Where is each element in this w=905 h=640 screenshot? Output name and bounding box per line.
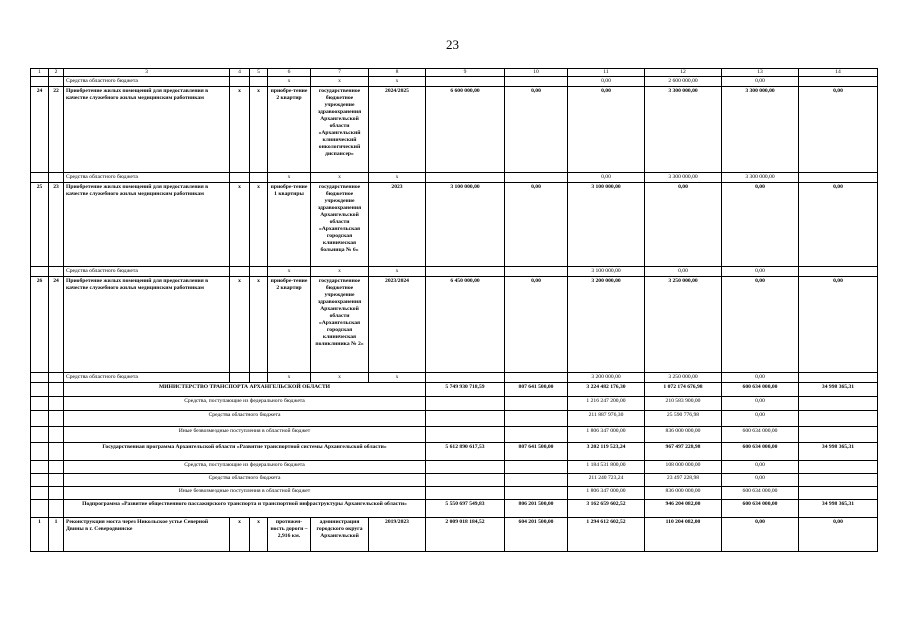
funding-source: Средства областного бюджета [64,373,230,383]
table-cell: администрация городского округа Архангельской [311,518,369,552]
ministry-name: МИНИСТЕРСТВО ТРАНСПОРТА АРХАНГЕЛЬСКОЙ ОБЛАСТИ [64,383,426,397]
col-header: 6 [268,69,311,77]
table-cell: 3 100 000,00 [426,183,505,267]
table-cell: 34 998 365,31 [799,383,878,397]
table-cell: 34 998 365,31 [799,443,878,461]
table-cell: 807 641 500,00 [505,383,568,397]
table-cell: 3 162 659 602,52 [568,500,645,518]
table-cell: 600 634 000,00 [722,443,799,461]
col-header: 9 [426,69,505,77]
table-cell: 3 250 000,00 [645,373,722,383]
table-cell: 0,00 [722,461,799,474]
table-cell: 3 200 000,00 [568,373,645,383]
table-cell: 0,00 [505,277,568,373]
table-cell: 25 590 776,98 [645,411,722,427]
table-cell: 34 998 365,31 [799,500,878,518]
table-cell: протяжен-ность дороги – 2,916 км. [268,518,311,552]
table-row [31,487,878,500]
table-cell: 0,00 [645,183,722,267]
table-cell: х [369,267,426,277]
object-name: Реконструкция моста через Никольское устье Северной Двины в г. Северодвинске [64,518,230,552]
table-cell: х [230,183,250,267]
table-cell: х [230,87,250,173]
table-cell: 0,00 [722,277,799,373]
table-cell: 3 300 000,00 [722,173,799,183]
funding-source: Средства областного бюджета [64,411,426,427]
table-cell: 0,00 [799,183,878,267]
page-number: 23 [446,37,459,52]
table-cell: 836 000 000,00 [645,427,722,443]
table-cell: 23 [49,183,64,267]
table-cell: 604 201 500,00 [505,518,568,552]
table-cell: 600 634 000,00 [722,487,799,500]
table-cell: х [369,373,426,383]
table-cell: 1 806 347 000,00 [568,487,645,500]
table-cell: 807 641 500,00 [505,443,568,461]
col-header: 1 [31,69,49,77]
table-cell: 1 [31,518,49,552]
table-cell: 0,00 [799,518,878,552]
table-cell: 0,00 [645,267,722,277]
table-cell: х [311,173,369,183]
table-cell: 25 [31,183,49,267]
table-cell: 5 550 697 549,83 [426,500,505,518]
table-cell: 1 184 531 800,00 [568,461,645,474]
table-cell: х [369,77,426,87]
table-row [31,474,878,487]
table-cell: 1 294 612 602,52 [568,518,645,552]
table-row [31,87,878,173]
object-name: Приобретение жилых помещений для предоставления в качестве служебного жилья медицинским работникам [64,87,230,173]
table-cell: 0,00 [568,87,645,173]
col-header: 10 [505,69,568,77]
program-name: Государственная программа Архангельской области «Развитие транспортной системы Архангельской области» [64,443,426,461]
table-cell: 3 300 000,00 [645,87,722,173]
table-cell: 0,00 [568,173,645,183]
table-cell: 836 000 000,00 [645,487,722,500]
table-row [31,397,878,411]
funding-source: Средства, поступающие из федерального бюджета [64,397,426,411]
table-cell: государственное бюджетное учреждение здравоохранения Архангельской области «Архангельская городская клиническая больница № 6» [311,183,369,267]
table-cell: 3 100 000,00 [568,267,645,277]
col-header: 4 [230,69,250,77]
funding-source: Средства, поступающие из федерального бюджета [64,461,426,474]
ministry-total-row [31,383,878,397]
table-cell: 1 216 247 200,00 [568,397,645,411]
col-header: 13 [722,69,799,77]
table-cell: 2023/2024 [369,277,426,373]
table-cell: 600 634 000,00 [722,500,799,518]
table-cell: х [268,173,311,183]
table-cell: 2023 [369,183,426,267]
table-row [31,183,878,267]
table-cell: 2 009 018 184,52 [426,518,505,552]
table-cell: х [268,267,311,277]
subprogram-total-row [31,500,878,518]
table-cell: приобре-тение 2 квартир [268,87,311,173]
table-row [31,277,878,373]
table-cell: 0,00 [722,373,799,383]
table-row [31,518,878,552]
table-cell: 1 806 347 000,00 [568,427,645,443]
table-cell: 3 100 000,00 [568,183,645,267]
table-cell: 3 300 000,00 [645,173,722,183]
object-name: Приобретение жилых помещений для предоставления в качестве служебного жилья медицинским работникам [64,277,230,373]
table-row [31,77,878,87]
table-cell: 946 204 082,00 [645,500,722,518]
table-row [31,173,878,183]
table-cell: 6 450 000,00 [426,277,505,373]
table-cell: 806 201 500,00 [505,500,568,518]
table-cell: х [250,277,268,373]
program-total-row [31,443,878,461]
table-cell: государственное бюджетное учреждение здравоохранения Архангельской области «Архангельская городская клиническая поликлиника № 2» [311,277,369,373]
table-cell: х [369,173,426,183]
table-cell: 3 250 000,00 [645,277,722,373]
table-cell: государственное бюджетное учреждение здравоохранения Архангельской области «Архангельский клинический онкологический диспансер» [311,87,369,173]
table-cell: 5 749 930 718,59 [426,383,505,397]
table-cell: 3 224 482 176,30 [568,383,645,397]
col-header: 7 [311,69,369,77]
table-cell: х [250,518,268,552]
table-cell: 23 497 228,98 [645,474,722,487]
table-cell: 2024/2025 [369,87,426,173]
table-cell: приобре-тение 1 квартиры [268,183,311,267]
table-cell: 2 600 000,00 [645,77,722,87]
table-cell: 3 200 000,00 [568,277,645,373]
table-cell: 0,00 [722,267,799,277]
table-cell: 210 583 900,00 [645,397,722,411]
table-cell: 1 072 174 676,98 [645,383,722,397]
funding-source: Средства областного бюджета [64,267,230,277]
table-cell: 0,00 [722,474,799,487]
table-cell: 26 [31,277,49,373]
table-cell: 0,00 [505,87,568,173]
subprogram-name: Подпрограмма «Развитие общественного пассажирского транспорта и транспортной инфраструктуры Архангельской области» [64,500,426,518]
table-cell: 24 [49,277,64,373]
col-header: 14 [799,69,878,77]
table-cell: 0,00 [505,183,568,267]
column-number-row [31,69,878,77]
table-cell: 600 634 000,00 [722,427,799,443]
table-cell: 211 887 976,30 [568,411,645,427]
col-header: 3 [64,69,230,77]
table-cell: приобре-тение 2 квартир [268,277,311,373]
table-cell: 0,00 [799,277,878,373]
table-cell: 0,00 [722,397,799,411]
col-header: 8 [369,69,426,77]
funding-source: Средства областного бюджета [64,474,426,487]
table-cell: 967 497 228,98 [645,443,722,461]
table-cell: 3 300 000,00 [722,87,799,173]
table-cell: х [250,183,268,267]
table-cell: 108 000 000,00 [645,461,722,474]
col-header: 5 [250,69,268,77]
table-cell: х [311,77,369,87]
funding-source: Иные безвозмездные поступления в областной бюджет [64,487,426,500]
col-header: 12 [645,69,722,77]
table-cell: 22 [49,87,64,173]
table-cell: 600 634 000,00 [722,383,799,397]
funding-source: Иные безвозмездные поступления в областной бюджет [64,427,426,443]
table-cell: х [311,373,369,383]
table-cell: 24 [31,87,49,173]
funding-source: Средства областного бюджета [64,77,230,87]
table-row [31,373,878,383]
table-cell: 5 612 890 617,53 [426,443,505,461]
table-cell: 6 600 000,00 [426,87,505,173]
table-cell: х [268,77,311,87]
col-header: 2 [49,69,64,77]
table-cell: 0,00 [722,183,799,267]
table-cell: 0,00 [722,77,799,87]
col-header: 11 [568,69,645,77]
budget-table [30,68,878,552]
table-row [31,411,878,427]
table-row [31,267,878,277]
table-cell: х [250,87,268,173]
table-cell: 2019/2023 [369,518,426,552]
table-cell: х [230,277,250,373]
table-cell: х [311,267,369,277]
table-cell: 0,00 [568,77,645,87]
table-row [31,461,878,474]
table-cell: 211 240 723,24 [568,474,645,487]
table-cell: 3 202 119 523,24 [568,443,645,461]
object-name: Приобретение жилых помещений для предоставления в качестве служебного жилья медицинским работникам [64,183,230,267]
funding-source: Средства областного бюджета [64,173,230,183]
table-cell: 110 204 082,00 [645,518,722,552]
table-cell: 0,00 [722,411,799,427]
table-cell: 1 [49,518,64,552]
table-cell: х [230,518,250,552]
table-row [31,427,878,443]
table-cell: х [268,373,311,383]
table-cell: 0,00 [722,518,799,552]
table-cell: 0,00 [799,87,878,173]
